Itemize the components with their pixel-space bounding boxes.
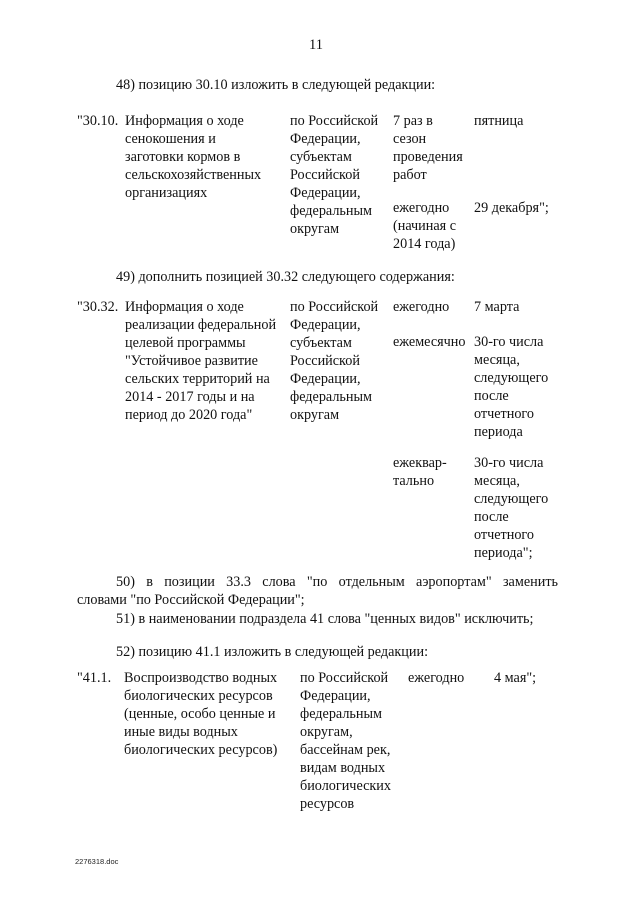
pos-30-32-frequency-2: ежемесячно: [393, 334, 466, 350]
pos-30-32-deadline-2: 30-го числа месяца, следующего после отчетного периода: [474, 334, 549, 440]
pos-30-10-code: "30.10.: [77, 113, 119, 129]
item-49: 49) дополнить позицией 30.32 следующего содержания:: [116, 269, 455, 285]
item-48: 48) позицию 30.10 изложить в следующей редакции:: [116, 77, 436, 93]
page-number: 11: [309, 37, 323, 53]
pos-30-32-frequency-3: ежеквар- тально: [393, 455, 447, 489]
pos-41-1-level: по Российской Федерации, федеральным округам, бассейнам рек, видам водных биологических ресурсов: [300, 670, 391, 812]
item-50-line-2: словами "по Российской Федерации";: [77, 592, 305, 608]
pos-30-10-frequency-1: 7 раз в сезон проведения работ: [393, 113, 463, 183]
pos-41-1-deadline: 4 мая";: [494, 670, 537, 686]
pos-30-32-name: Информация о ходе реализации федеральной целевой программы "Устойчивое развитие сельских территорий на 2014 - 2017 годы и на период до 2020 года": [125, 299, 277, 423]
pos-30-32-deadline-1: 7 марта: [474, 299, 520, 315]
pos-30-10-name: Информация о ходе сенокошения и заготовки кормов в сельскохозяйственных организациях: [125, 113, 262, 201]
pos-30-10-level: по Российской Федерации, субъектам Российской Федерации, федеральным округам: [290, 113, 379, 237]
pos-41-1-code: "41.1.: [77, 670, 112, 686]
pos-41-1-frequency: ежегодно: [408, 670, 465, 686]
pos-30-10-frequency-2: ежегодно (начиная с 2014 года): [393, 200, 457, 252]
pos-30-32-code: "30.32.: [77, 299, 119, 315]
pos-30-32-deadline-3: 30-го числа месяца, следующего после отчетного периода";: [474, 455, 549, 561]
item-50-line-1: 50) в позиции 33.3 слова "по отдельным аэропортам" заменить: [116, 574, 558, 590]
pos-30-32-frequency-1: ежегодно: [393, 299, 450, 315]
pos-30-10-deadline-2: 29 декабря";: [474, 200, 549, 216]
pos-30-10-deadline-1: пятница: [474, 113, 524, 129]
pos-41-1-name: Воспроизводство водных биологических ресурсов (ценные, особо ценные и иные виды водных биологических ресурсов): [124, 670, 278, 758]
item-51: 51) в наименовании подраздела 41 слова "ценных видов" исключить;: [116, 611, 534, 627]
footer-filename: 2276318.doc: [75, 857, 119, 866]
pos-30-32-level: по Российской Федерации, субъектам Российской Федерации, федеральным округам: [290, 299, 379, 423]
item-52: 52) позицию 41.1 изложить в следующей редакции:: [116, 644, 429, 660]
